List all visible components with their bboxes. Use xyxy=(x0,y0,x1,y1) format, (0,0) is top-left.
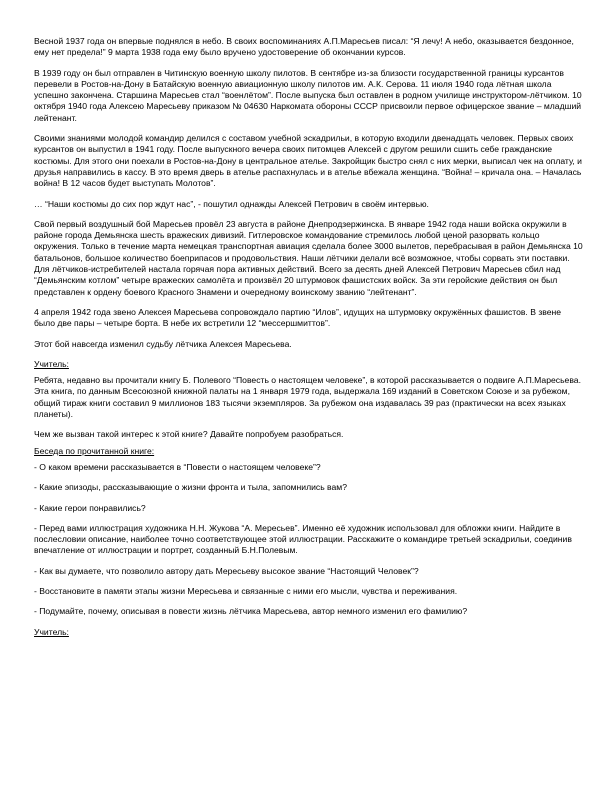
paragraph-pilot-school: В 1939 году он был отправлен в Читинскую военную школу пилотов. В сентябре из-за близости государственной границы курсантов перевели в Ростов-на-Дону в Батайскую военную авиационную школу пилотов им. А.К. Серова. 11 июля 1940 года лётная школа успешно закончена. Старшина Маресьев стал “военлётом”. После выпуска был оставлен в родном училище инструктором-лётчиком. 10 октября 1940 года Алексею Маресьеву приказом № 04630 Наркомата обороны СССР присвоили первое офицерское звание – младший лейтенант. xyxy=(34,67,582,123)
question-item: - Подумайте, почему, описывая в повести жизнь лётчика Маресьева, автор немного изменил его фамилию? xyxy=(34,606,468,617)
paragraph-demyansk: Свой первый воздушный бой Маресьев провёл 23 августа в районе Днепродзержинска. В январе 1942 года наши войска окружили в районе города Демьянска шесть вражеских дивизий. Гитлеровское командование стремилось любой ценой разорвать кольцо окружения. Только в течение марта немецкая транспортная авиация сделала более 3000 вылетов, перебрасывая в район Демьянска 10 батальонов, большое количество боеприпасов и продовольствия. Наши лётчики делали всё возможное, чтобы сорвать эти поставки. Для лётчиков-истребителей настала горячая пора активных действий. Всего за десять дней Алексей Петрович Маресьев сбил над “Демьянским котлом” четыре вражеских самолёта и произвёл 20 штурмовок фашистских войск. За эти геройские действия он был представлен к ордену боевого Красного Знамени и очередному воинскому званию “лейтенант”. xyxy=(34,218,583,297)
paragraph-book-intro: Ребята, недавно вы прочитали книгу Б. Полевого “Повесть о настоящем человеке”, в которой рассказывается о подвиге А.П.Маресьева. Эта книга, по данным Всесоюзной книжной палаты на 1 января 1979 года, выдержала 169 изданий в Советском Союзе и за рубежом, общий тираж книги составил 9 миллионов 183 тысячи экземпляров. За рубежом она издавалась 39 раз (практически на всех языках планеты). xyxy=(34,375,581,420)
document-body xyxy=(34,36,584,638)
paragraph-fate-changed: Этот бой навсегда изменил судьбу лётчика Алексея Маресьева. xyxy=(34,338,292,349)
teacher-label: Учитель: xyxy=(34,626,69,637)
paragraph-interest-question: Чем же вызван такой интерес к этой книге? Давайте попробуем разобраться. xyxy=(34,429,344,440)
paragraph-april-1942: 4 апреля 1942 года звено Алексея Маресьева сопровождало партию “Илов”, идущих на штурмовку окружённых фашистов. В звене было две пары – четыре борта. В небе их встретили 12 “мессершмиттов”. xyxy=(34,306,562,329)
question-item: - Как вы думаете, что позволило автору дать Мересьеву высокое звание “Настоящий Человек”? xyxy=(34,565,419,576)
question-item: - Какие эпизоды, рассказывающие о жизни фронта и тыла, запомнились вам? xyxy=(34,482,347,493)
discussion-heading: Беседа по прочитанной книге: xyxy=(34,445,155,456)
question-item: - О каком времени рассказывается в “Повести о настоящем человеке”? xyxy=(34,461,321,472)
question-item: - Какие герои понравились? xyxy=(34,502,146,513)
question-item: - Восстановите в памяти этапы жизни Мересьева и связанные с ними его мысли, чувства и переживания. xyxy=(34,585,458,596)
paragraph-interview-quote: … “Наши костюмы до сих пор ждут нас”, - пошутил однажды Алексей Петрович в своём интервью. xyxy=(34,198,429,209)
paragraph-war-begins: Своими знаниями молодой командир делился с составом учебной эскадрильи, в которую входили двенадцать человек. Первых своих курсантов он выпустил в 1941 году. После выпускного вечера своих питомцев Алексей с другом решили сшить себе гражданские костюмы. Для этого они поехали в Ростов-на-Дону в центральное ателье. Закройщик быстро снял с них мерки, выписал чек на оплату, и друзья направились в кассу. В это время дверь в ателье распахнулась и в ателье вбежала женщина. “Война! – кричала она. – Началась война! В 12 часов будет выступать Молотов”. xyxy=(34,133,582,189)
question-item: - Перед вами иллюстрация художника Н.Н. Жукова “А. Мересьев”. Именно её художник использовал для обложки книги. Найдите в послесловии описание, наиболее точно соответствующее этой иллюстрации. Расскажите о командире третьей эскадрильи, соединив впечатление от иллюстрации и портрет, созданный Б.Н.Полевым. xyxy=(34,522,572,556)
paragraph-first-flight: Весной 1937 года он впервые поднялся в небо. В своих воспоминаниях А.П.Маресьев писал: “Я лечу! А небо, оказывается бездонное, ему нет предела!” 9 марта 1938 года ему было вручено удостоверение об окончании курсов. xyxy=(34,36,574,58)
teacher-label: Учитель: xyxy=(34,358,69,369)
